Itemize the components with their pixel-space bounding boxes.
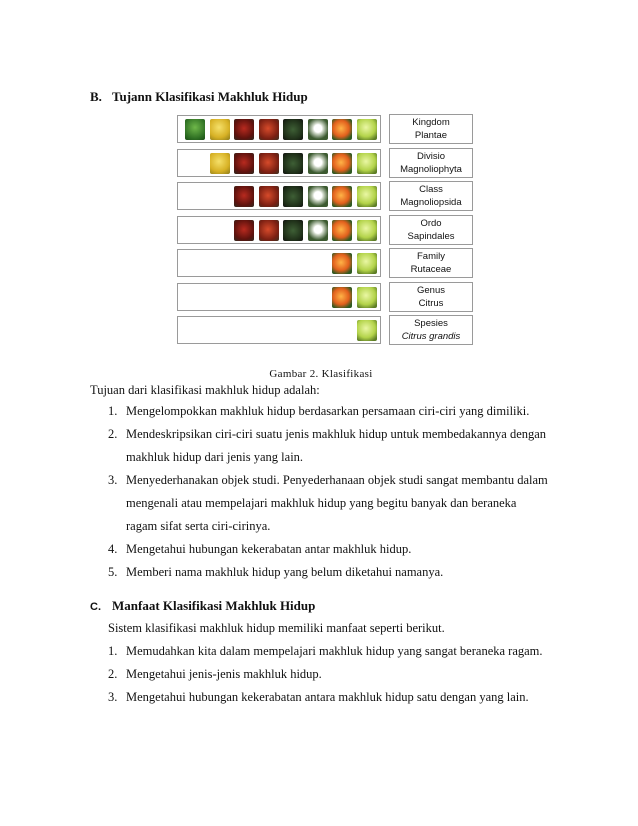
plant-dark-icon bbox=[283, 119, 303, 140]
section-b-heading bbox=[90, 89, 308, 105]
plant-redveg-icon bbox=[259, 119, 279, 140]
orange-fruit-icon bbox=[332, 253, 352, 274]
list-item-text: Memberi nama makhluk hidup yang belum diketahui namanya. bbox=[126, 565, 444, 579]
list-item-text: Mengetahui hubungan kekerabatan antara makhluk hidup satu dengan yang lain. bbox=[126, 690, 529, 704]
list-item-number: 1. bbox=[108, 644, 118, 658]
classification-row bbox=[177, 182, 381, 210]
list-item-text: mengenali atau mempelajari makhluk hidup yang begitu banyak dan beraneka bbox=[126, 496, 517, 510]
plant-chili-icon bbox=[234, 119, 254, 140]
list-item-text: Mendeskripsikan ciri-ciri suatu jenis makhluk hidup untuk membedakannya dengan bbox=[126, 427, 547, 441]
rank-name: Family bbox=[417, 251, 445, 262]
orange-fruit-icon bbox=[332, 119, 352, 140]
plant-chili-icon bbox=[234, 153, 254, 174]
section-c-title: Manfaat Klasifikasi Makhluk Hidup bbox=[112, 598, 316, 613]
pomelo-fruit-icon bbox=[357, 153, 377, 174]
pomelo-fruit-icon bbox=[357, 253, 377, 274]
pomelo-fruit-icon bbox=[357, 320, 377, 341]
plant-flower-icon bbox=[308, 119, 328, 140]
taxon-name: Citrus grandis bbox=[401, 331, 461, 342]
taxon-name: Plantae bbox=[414, 130, 448, 141]
list-item-text: ragam sifat serta ciri-cirinya. bbox=[126, 519, 271, 533]
classification-row bbox=[177, 249, 381, 277]
classification-row bbox=[177, 283, 381, 311]
classification-row bbox=[177, 216, 381, 244]
pomelo-fruit-icon bbox=[357, 119, 377, 140]
list-item bbox=[108, 540, 548, 559]
list-item-number: 2. bbox=[108, 427, 118, 441]
orange-fruit-icon bbox=[332, 287, 352, 308]
list-item bbox=[108, 665, 543, 684]
list-item-text: Menyederhanakan objek studi. Penyederhanaan objek studi sangat membantu dalam bbox=[126, 473, 548, 487]
list-item bbox=[108, 642, 543, 661]
plant-corn-icon bbox=[210, 153, 230, 174]
tujuan-intro: Tujuan dari klasifikasi makhluk hidup adalah: bbox=[90, 383, 320, 397]
classification-row bbox=[177, 316, 381, 344]
list-item-text: Mengetahui hubungan kekerabatan antar makhluk hidup. bbox=[126, 542, 412, 556]
taxon-name: Sapindales bbox=[407, 230, 455, 242]
pomelo-fruit-icon bbox=[357, 287, 377, 308]
plant-chili-icon bbox=[234, 220, 254, 241]
list-item-number: 5. bbox=[108, 565, 118, 579]
orange-fruit-icon bbox=[332, 153, 352, 174]
section-c-intro: Sistem klasifikasi makhluk hidup memiliki manfaat seperti berikut. bbox=[108, 621, 445, 635]
plant-dark-icon bbox=[283, 186, 303, 207]
list-item-text: Memudahkan kita dalam mempelajari makhluk hidup yang sangat beraneka ragam. bbox=[126, 644, 543, 658]
rank-name: Spesies bbox=[414, 318, 448, 329]
tujuan-list bbox=[108, 402, 548, 582]
plant-dark-icon bbox=[283, 220, 303, 241]
list-item bbox=[108, 471, 548, 536]
plant-corn-icon bbox=[210, 119, 230, 140]
figure-caption bbox=[0, 368, 638, 380]
section-b-title: Tujann Klasifikasi Makhluk Hidup bbox=[112, 89, 308, 104]
rank-name: Ordo bbox=[420, 217, 442, 229]
rank-name: Genus bbox=[417, 284, 445, 296]
classification-label bbox=[389, 181, 473, 211]
figure-caption-text: Gambar 2. Klasifikasi bbox=[269, 368, 373, 380]
list-item-text: makhluk hidup dari jenis yang lain. bbox=[126, 450, 304, 464]
taxon-name: Magnoliophyta bbox=[400, 163, 462, 175]
classification-row bbox=[177, 149, 381, 177]
rank-name: Divisio bbox=[417, 150, 445, 162]
plant-flower-icon bbox=[308, 153, 328, 174]
list-item-text: Mengelompokkan makhluk hidup berdasarkan persamaan ciri-ciri yang dimiliki. bbox=[126, 404, 530, 418]
list-item-number: 4. bbox=[108, 542, 118, 556]
classification-label bbox=[389, 148, 473, 178]
list-item-number: 3. bbox=[108, 473, 118, 487]
plant-grass-icon bbox=[185, 119, 205, 140]
orange-fruit-icon bbox=[332, 220, 352, 241]
list-item-number: 2. bbox=[108, 667, 118, 681]
pomelo-fruit-icon bbox=[357, 220, 377, 241]
classification-label bbox=[389, 215, 473, 245]
list-item-text: Mengetahui jenis-jenis makhluk hidup. bbox=[126, 667, 322, 681]
pomelo-fruit-icon bbox=[357, 186, 377, 207]
taxon-name: Citrus bbox=[418, 297, 444, 309]
plant-redveg-icon bbox=[259, 220, 279, 241]
classification-label bbox=[389, 114, 473, 144]
list-item-number: 1. bbox=[108, 404, 118, 418]
classification-label bbox=[389, 315, 473, 345]
list-item bbox=[108, 688, 543, 707]
taxon-name: Magnoliopsida bbox=[400, 197, 462, 208]
section-c-heading bbox=[90, 598, 315, 614]
section-b-letter: B. bbox=[90, 89, 102, 104]
classification-label bbox=[389, 248, 473, 278]
plant-redveg-icon bbox=[259, 186, 279, 207]
plant-chili-icon bbox=[234, 186, 254, 207]
plant-flower-icon bbox=[308, 220, 328, 241]
list-item bbox=[108, 402, 548, 421]
list-item bbox=[108, 563, 548, 582]
list-item-number: 3. bbox=[108, 690, 118, 704]
manfaat-list bbox=[108, 642, 543, 707]
classification-row bbox=[177, 115, 381, 143]
plant-flower-icon bbox=[308, 186, 328, 207]
plant-redveg-icon bbox=[259, 153, 279, 174]
rank-name: Class bbox=[419, 184, 443, 195]
rank-name: Kingdom bbox=[412, 117, 450, 128]
taxon-name: Rutaceae bbox=[410, 264, 452, 275]
orange-fruit-icon bbox=[332, 186, 352, 207]
section-c-letter: C. bbox=[90, 601, 101, 613]
classification-label bbox=[389, 282, 473, 312]
plant-dark-icon bbox=[283, 153, 303, 174]
list-item bbox=[108, 425, 548, 467]
